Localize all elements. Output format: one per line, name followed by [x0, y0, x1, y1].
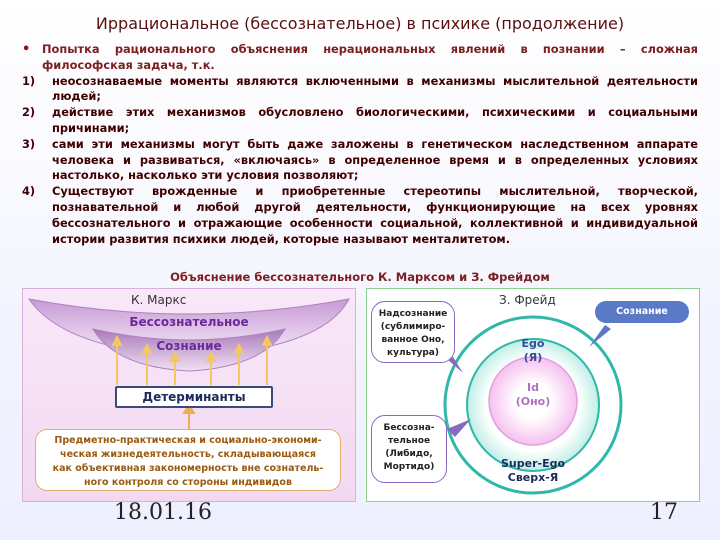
list-item-text: неосознаваемые моменты являются включенными в механизмы мыслительной деятельности людей;: [52, 73, 698, 104]
consciousness-label: Сознание: [156, 339, 222, 353]
superego-label: Super-Ego Сверх-Я: [500, 457, 566, 484]
practice-arrow: [184, 405, 194, 429]
consciousness-pointer: [589, 325, 611, 347]
page-number: 17: [650, 500, 678, 525]
practice-box: Предметно-практическая и социально-экономи- ческая жизнедеятельность, складывающаяся как объективная закономерность вне сознатель- ного контроля со стороны индивидов: [35, 429, 341, 491]
bullet-marker: •: [22, 42, 31, 57]
footer-date: 18.01.16: [114, 500, 212, 525]
slide-title: Иррациональное (бессознательное) в психике (продолжение): [95, 14, 625, 33]
list-item: [22, 74, 698, 106]
unconscious-callout: Бессозна- тельное (Либидо, Мортидо): [371, 415, 447, 483]
list-item-marker: 4): [22, 184, 36, 199]
list-item-marker: 1): [22, 73, 36, 88]
superconscious-callout: Надсознание (сублимиро- ванное Оно, культура): [371, 301, 455, 363]
main-list: [22, 42, 698, 247]
ego-label: Ego (Я): [521, 337, 545, 364]
intro-item: [22, 42, 698, 74]
freud-title: З. Фрейд: [499, 293, 556, 307]
list-item-marker: 3): [22, 136, 36, 151]
list-item-marker: 2): [22, 105, 36, 120]
list-item-text: сами эти механизмы могут быть даже заложены в генетическом наследственном аппарате человека и развиваться, «включаясь» в определенное время и в определенных условиях настолько, насколько эти условия позволяют;: [52, 136, 698, 183]
list-item-text: Существуют врожденные и приобретенные стереотипы мыслительной, творческой, познавательной и любой другой деятельности, функционирующие на всех уровнях бессознательного и отражающие особенности социальной, коллективной и индивидуальной истории развития психики людей, которые называют менталитетом.: [52, 184, 698, 246]
list-item: [22, 105, 698, 137]
explain-heading: Объяснение бессознательного К. Марксом и З. Фрейдом: [170, 270, 550, 284]
marx-title: К. Маркс: [131, 293, 187, 307]
determinants-box: Детерминанты: [115, 386, 273, 408]
consciousness-badge: Сознание: [595, 301, 689, 323]
list-item: [22, 184, 698, 247]
id-label: Id (Оно): [515, 381, 551, 408]
intro-text: Попытка рационального объяснения нерациональных явлений в познании – сложная философская задача, т.к.: [42, 42, 698, 72]
list-item-text: действие этих механизмов обусловлено биологическими, психическими и социальными причинами;: [52, 105, 698, 135]
list-item: [22, 137, 698, 184]
unconscious-label: Бессознательное: [129, 315, 249, 329]
freud-diagram-panel: [366, 288, 700, 502]
marx-diagram-panel: [22, 288, 356, 502]
